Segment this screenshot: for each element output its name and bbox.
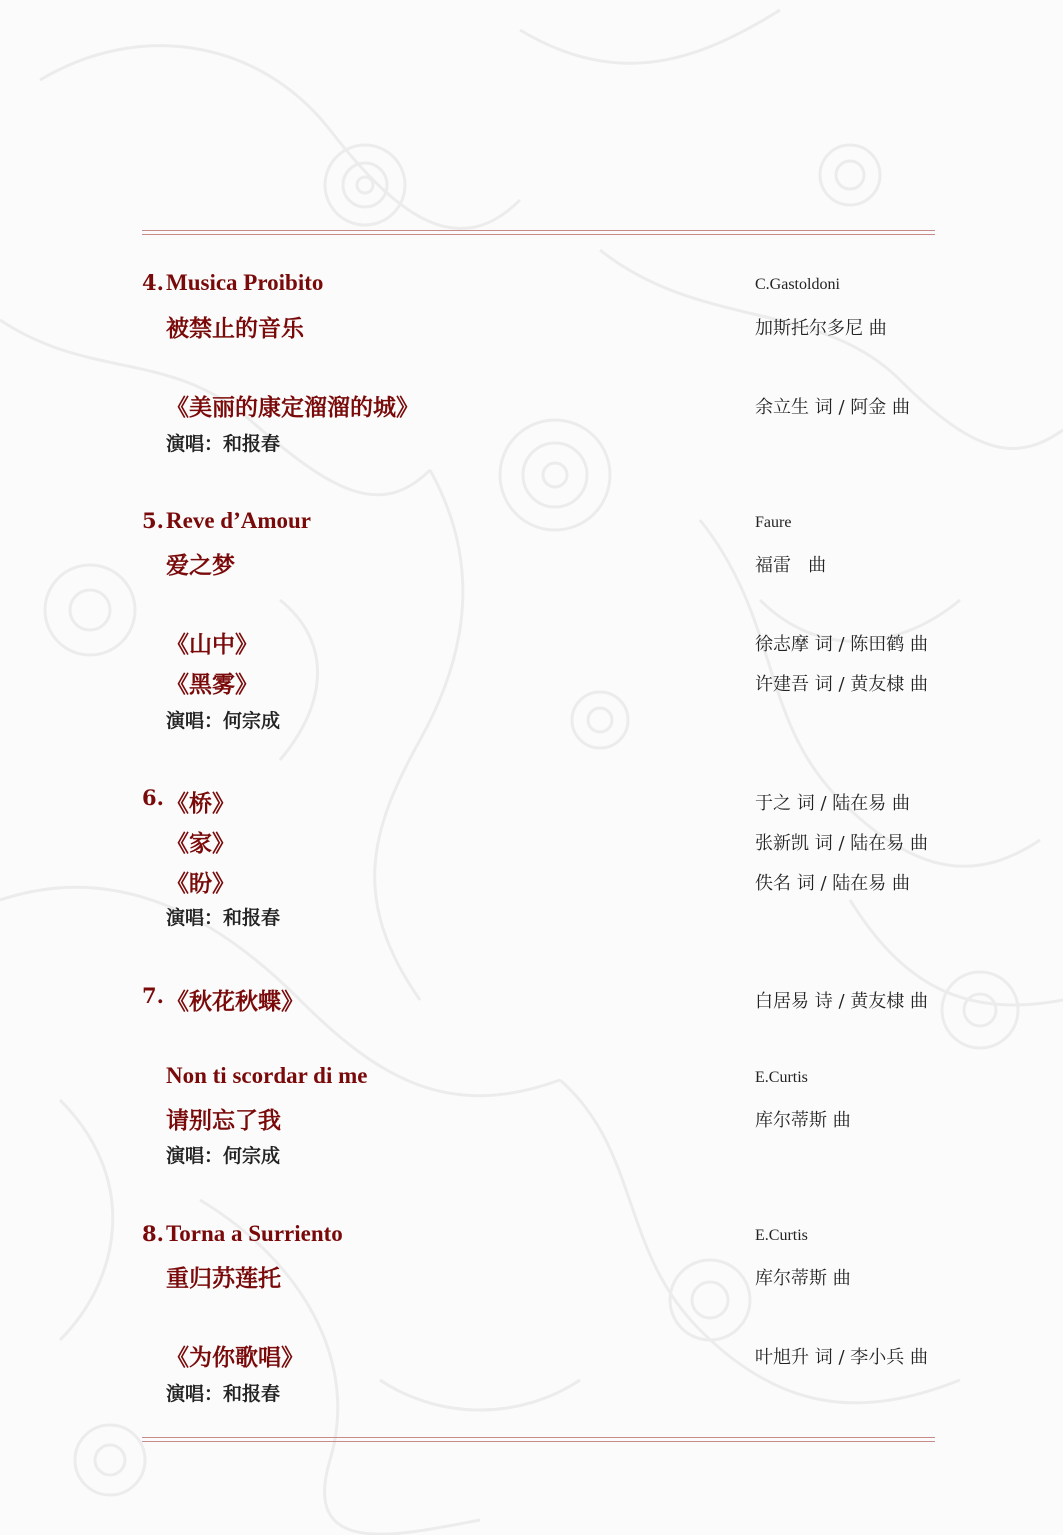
song-credit: 于之 词 / 陆在易 曲 bbox=[755, 793, 910, 814]
song-credit: 佚名 词 / 陆在易 曲 bbox=[755, 873, 910, 894]
song-title: Torna a Surriento bbox=[166, 1221, 343, 1246]
top-double-rule bbox=[142, 230, 935, 236]
singer-row bbox=[0, 706, 1063, 734]
singer-label: 演唱：何宗成 bbox=[166, 710, 281, 732]
item-number: 4. bbox=[142, 270, 164, 295]
singer-row bbox=[0, 1141, 1063, 1169]
song-credit: 福雷 曲 bbox=[755, 555, 827, 576]
song-credit: Faure bbox=[755, 514, 792, 531]
singer-row bbox=[0, 429, 1063, 457]
singer-label: 演唱：和报春 bbox=[166, 907, 281, 929]
song-credit: 许建吾 词 / 黄友棣 曲 bbox=[755, 674, 928, 695]
program-row bbox=[0, 1063, 1063, 1095]
song-title: 《为你歌唱》 bbox=[166, 1344, 304, 1371]
singer-label: 演唱：和报春 bbox=[166, 433, 281, 455]
song-title: 《秋花秋蝶》 bbox=[166, 988, 304, 1015]
song-title: 重归苏莲托 bbox=[166, 1265, 281, 1292]
song-credit: 白居易 诗 / 黄友棣 曲 bbox=[755, 991, 928, 1012]
song-title: 爱之梦 bbox=[166, 552, 235, 579]
item-number: 6. bbox=[142, 785, 164, 810]
song-title: 《山中》 bbox=[166, 631, 258, 658]
song-title: 被禁止的音乐 bbox=[166, 315, 304, 342]
song-credit: 张新凯 词 / 陆在易 曲 bbox=[755, 833, 928, 854]
program-row bbox=[0, 1339, 1063, 1371]
program-row bbox=[0, 270, 1063, 302]
song-title: 《黑雾》 bbox=[166, 671, 258, 698]
program-row bbox=[0, 310, 1063, 342]
program-row bbox=[0, 1221, 1063, 1253]
song-title: 请别忘了我 bbox=[166, 1107, 281, 1134]
singer-label: 演唱：何宗成 bbox=[166, 1145, 281, 1167]
program-row bbox=[0, 825, 1063, 857]
program-row bbox=[0, 983, 1063, 1015]
singer-row bbox=[0, 903, 1063, 931]
song-title: Musica Proibito bbox=[166, 270, 324, 295]
song-credit: 加斯托尔多尼 曲 bbox=[755, 318, 887, 339]
item-number: 7. bbox=[142, 983, 164, 1008]
song-title: 《盼》 bbox=[166, 870, 235, 897]
song-title: 《桥》 bbox=[166, 790, 235, 817]
program-row bbox=[0, 508, 1063, 540]
song-credit: 徐志摩 词 / 陈田鹤 曲 bbox=[755, 634, 928, 655]
song-credit: C.Gastoldoni bbox=[755, 276, 840, 293]
bottom-double-rule bbox=[142, 1437, 935, 1443]
program-row bbox=[0, 389, 1063, 421]
song-credit: 叶旭升 词 / 李小兵 曲 bbox=[755, 1347, 928, 1368]
song-credit: 库尔蒂斯 曲 bbox=[755, 1268, 851, 1289]
program-row bbox=[0, 547, 1063, 579]
song-title: 《美丽的康定溜溜的城》 bbox=[166, 394, 419, 421]
program-row bbox=[0, 865, 1063, 897]
program-row bbox=[0, 666, 1063, 698]
song-credit: E.Curtis bbox=[755, 1227, 808, 1244]
program-row bbox=[0, 626, 1063, 658]
item-number: 8. bbox=[142, 1221, 164, 1246]
singer-row bbox=[0, 1379, 1063, 1407]
song-title: 《家》 bbox=[166, 830, 235, 857]
program-row bbox=[0, 1260, 1063, 1292]
program-row bbox=[0, 1102, 1063, 1134]
song-title: Non ti scordar di me bbox=[166, 1063, 368, 1088]
singer-label: 演唱：和报春 bbox=[166, 1383, 281, 1405]
song-credit: 余立生 词 / 阿金 曲 bbox=[755, 397, 910, 418]
song-credit: 库尔蒂斯 曲 bbox=[755, 1110, 851, 1131]
program-row bbox=[0, 785, 1063, 817]
song-credit: E.Curtis bbox=[755, 1069, 808, 1086]
song-title: Reve d’Amour bbox=[166, 508, 311, 533]
item-number: 5. bbox=[142, 508, 164, 533]
